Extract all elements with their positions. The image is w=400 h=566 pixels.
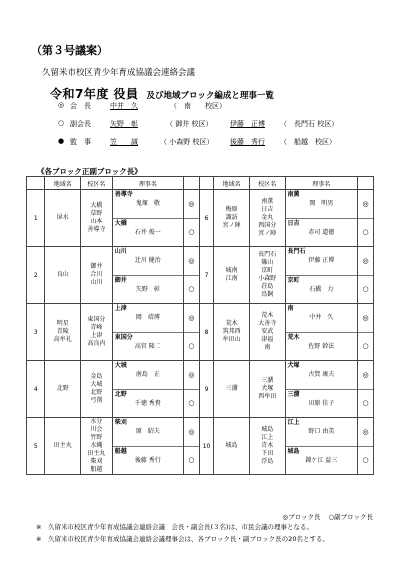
- role-mark: ◎: [188, 370, 195, 379]
- block-number: 1: [27, 190, 45, 247]
- director-entry: [286, 218, 358, 247]
- director-entry: [286, 304, 358, 332]
- school-name: 上津: [90, 332, 103, 339]
- school-name: 荘島: [261, 283, 274, 290]
- table-row: [27, 361, 374, 418]
- director-entry: [286, 190, 358, 218]
- school-name: 青峰: [90, 324, 103, 331]
- school-list: [249, 304, 285, 361]
- role-mark: ○: [358, 332, 373, 361]
- role-mark: ◎: [362, 370, 369, 379]
- school-name: 竹野: [90, 434, 103, 441]
- role-mark: ○: [184, 275, 199, 304]
- director-school: 長門石: [287, 248, 306, 255]
- role-mark: ◎: [188, 199, 195, 208]
- school-list: [249, 418, 285, 475]
- officer-name: 笠 誠: [110, 138, 138, 146]
- school-name: 浮島: [261, 458, 274, 465]
- director-entry: [286, 389, 358, 418]
- role-mark: ○: [184, 446, 199, 475]
- mark-list: [358, 361, 373, 417]
- area-name: 屏水: [45, 190, 81, 247]
- director-entry: [113, 190, 183, 218]
- area-name: 明星 青陵 高牟礼: [45, 304, 81, 361]
- document-label: （第３号議案）: [31, 44, 108, 57]
- director-name: 野口 由美: [308, 428, 335, 435]
- school-name: 川会: [90, 426, 103, 433]
- school-name: 水縄: [90, 442, 103, 449]
- mark-cell: [358, 190, 374, 247]
- director-entry: [286, 275, 358, 304]
- director-name: 千徳 秀貴: [134, 399, 161, 407]
- mark-list: [358, 418, 373, 474]
- mark-list: [184, 190, 199, 246]
- director-list: [113, 190, 183, 246]
- director-school: 犬塚: [287, 362, 300, 369]
- director-cell: [112, 361, 183, 418]
- table-row: [27, 418, 374, 475]
- block-rows: [27, 190, 374, 475]
- mark-cell: [358, 361, 374, 418]
- mark-list: [184, 247, 199, 303]
- header-mark: [183, 177, 199, 190]
- director-cell: [112, 247, 183, 304]
- school-name: 小森野: [258, 275, 277, 282]
- officer-name-2: 伊藤 正博: [230, 120, 265, 128]
- mark-cell: [183, 418, 199, 475]
- school-name: 青木: [261, 442, 274, 449]
- director-school: 荒木: [287, 333, 300, 341]
- block-number: 6: [199, 190, 214, 247]
- mark-cell: [358, 304, 374, 361]
- director-cell: [285, 304, 358, 361]
- school-name: 善導寺: [87, 226, 106, 233]
- director-list: [286, 304, 358, 360]
- role-mark: ◎: [362, 427, 369, 436]
- director-list: [286, 190, 358, 246]
- school-name: 金島: [90, 373, 103, 380]
- block-number: 2: [27, 247, 45, 304]
- area-name: 城南 江南: [214, 247, 250, 304]
- school-name: 水分: [90, 418, 103, 425]
- director-name: 石橋 力: [309, 285, 334, 293]
- header-area: 地域名: [214, 177, 250, 190]
- school-name: 柴刈: [90, 458, 103, 465]
- director-school: 日吉: [287, 219, 300, 227]
- director-entry: [113, 332, 183, 361]
- role-mark: ◎: [362, 256, 369, 265]
- school-name: 南薫: [261, 198, 274, 205]
- director-school: 上津: [114, 305, 127, 312]
- director-entry: [113, 418, 183, 446]
- area-name: 梅原 諏訪 宮ノ陣: [214, 190, 250, 247]
- director-name: 矢野 彰: [135, 285, 160, 293]
- director-cell: [112, 190, 183, 247]
- table-row: [27, 304, 374, 361]
- role-mark: ◎: [188, 313, 195, 322]
- legend-vice-leader: ○副ブロック長: [328, 513, 373, 521]
- director-school: 城島: [287, 447, 300, 455]
- school-list: [81, 304, 113, 361]
- school-name: 荒木: [261, 312, 274, 319]
- director-list: [113, 361, 183, 417]
- block-number: 5: [27, 418, 45, 475]
- school-name: 合川: [90, 271, 103, 278]
- school-name: 山本: [90, 218, 103, 225]
- area-name: 良山: [45, 247, 81, 304]
- legend: [274, 512, 373, 521]
- school-name: 安武: [261, 328, 274, 335]
- mark-list: [358, 190, 373, 246]
- school-name: 金丸: [261, 214, 274, 221]
- director-cell: [285, 247, 358, 304]
- director-school: 御井: [114, 276, 127, 284]
- table-row: [27, 247, 374, 304]
- director-school: 山川: [114, 248, 127, 255]
- legend-block-leader: ◎ブロック長: [282, 513, 321, 521]
- school-name: 御井: [90, 263, 103, 270]
- header-mark: [358, 177, 374, 190]
- mark-list: [358, 304, 373, 360]
- role-mark: ◎: [188, 256, 195, 265]
- director-cell: [285, 190, 358, 247]
- director-name: 中井 久: [309, 314, 334, 321]
- mark-cell: [183, 304, 199, 361]
- officer-school: （ 御井 校区）: [166, 120, 213, 128]
- director-name: 伊藤 正博: [308, 257, 335, 264]
- block-number: 4: [27, 361, 45, 418]
- director-list: [286, 247, 358, 303]
- header-director: 理事名: [112, 177, 183, 190]
- school-name: 東国分: [87, 316, 106, 323]
- director-entry: [113, 389, 183, 418]
- section-title: 《各ブロック正副ブロック長》: [37, 167, 142, 176]
- role-mark: ○: [358, 275, 373, 304]
- director-entry: [286, 361, 358, 389]
- officer-school-2: （ 船越 校区）: [280, 138, 336, 146]
- director-list: [286, 361, 358, 417]
- director-name: 後藤 秀行: [134, 456, 161, 464]
- school-name: 大善寺: [258, 320, 277, 327]
- block-number: 9: [199, 361, 214, 418]
- area-name: 城島: [214, 418, 250, 475]
- mark-list: [358, 247, 373, 303]
- role-mark: ○: [358, 446, 373, 475]
- school-name: 長門石: [258, 251, 277, 258]
- school-list: [81, 418, 113, 475]
- block-number: 10: [199, 418, 214, 475]
- director-school: 三潴: [287, 390, 300, 398]
- header-school: 校区名: [81, 177, 113, 190]
- director-school: 大橋: [114, 219, 127, 227]
- title-text: 令和7年度 役員: [50, 87, 139, 101]
- school-name: 北野: [90, 389, 103, 396]
- school-name: 鳥飼: [261, 291, 274, 298]
- director-school: 江上: [287, 419, 300, 426]
- director-cell: [285, 418, 358, 475]
- director-name: 岡 靖博: [135, 314, 160, 321]
- school-name: 日吉: [261, 206, 274, 213]
- director-entry: [286, 247, 358, 275]
- officer-role: 監 事: [70, 138, 91, 146]
- director-name: 佐野 幹法: [308, 342, 335, 350]
- director-entry: [286, 446, 358, 475]
- officer-symbol: ○: [58, 119, 65, 127]
- mark-list: [184, 418, 199, 474]
- officer-name-2: 後藤 秀行: [230, 138, 265, 146]
- school-name: 宮ノ陣: [258, 230, 277, 237]
- header-no: [199, 177, 214, 190]
- officer-school-2: （ 長門石 校区）: [280, 120, 339, 128]
- block-number: 8: [199, 304, 214, 361]
- director-name: 鐘ケ江 益三: [305, 456, 338, 464]
- school-name: 大城: [90, 381, 103, 388]
- school-name: 犬塚: [261, 385, 274, 392]
- council-name: 久留米市校区青少年育成協議会連絡会議: [42, 68, 196, 78]
- school-name: 津福: [261, 336, 274, 343]
- director-school: 大城: [114, 362, 127, 369]
- role-mark: ○: [358, 218, 373, 247]
- director-entry: [113, 247, 183, 275]
- footnote: ※ 久留米市校区青少年育成協議会連絡会議 会長・副会長(３名)は、市民会議の理事となる。: [36, 523, 314, 531]
- officer-role: 会 長: [70, 102, 91, 110]
- mark-list: [184, 304, 199, 360]
- role-mark: ◎: [362, 199, 369, 208]
- school-list: [81, 361, 113, 418]
- school-name: 弓削: [90, 397, 103, 404]
- director-school: 善導寺: [114, 191, 133, 198]
- school-name: 西牟田: [258, 393, 277, 400]
- officer-school: （ 南 校区）: [170, 102, 226, 110]
- school-list: [249, 190, 285, 247]
- director-school: 南薫: [287, 191, 300, 198]
- school-list: [249, 361, 285, 418]
- school-name: 田主丸: [87, 450, 106, 457]
- director-name: 南島 正: [135, 371, 160, 378]
- director-entry: [113, 275, 183, 304]
- director-name: 石井 俊一: [134, 228, 161, 236]
- school-name: 京町: [261, 267, 274, 274]
- director-name: 高官 隆二: [134, 342, 161, 350]
- table-header-row: [27, 177, 374, 190]
- officer-school: （ 小森野 校区）: [160, 138, 214, 146]
- director-list: [113, 247, 183, 303]
- mark-cell: [358, 418, 374, 475]
- director-entry: [113, 446, 183, 475]
- area-name: 荒木 筑邦西 牟田山: [214, 304, 250, 361]
- director-cell: [112, 304, 183, 361]
- director-school: 船越: [114, 447, 127, 455]
- officer-name: 中井 久: [110, 102, 138, 110]
- school-name: 草野: [90, 210, 103, 217]
- director-name: 岡 明男: [309, 200, 334, 207]
- director-school: 北野: [114, 390, 127, 398]
- block-number: 3: [27, 304, 45, 361]
- header-area: 地域名: [45, 177, 81, 190]
- area-name: 北野: [45, 361, 81, 418]
- director-name: 鬼塚 敬: [135, 200, 160, 207]
- school-name: 南: [264, 344, 271, 351]
- school-name: 西国分: [258, 222, 277, 229]
- director-name: 田原 佳子: [308, 399, 335, 407]
- director-cell: [285, 361, 358, 418]
- school-name: 大橋: [90, 202, 103, 209]
- school-name: 船越: [90, 466, 103, 473]
- role-mark: ◎: [362, 313, 369, 322]
- mark-list: [184, 361, 199, 417]
- block-table: [26, 176, 374, 475]
- mark-cell: [183, 247, 199, 304]
- school-name: 三潴: [261, 377, 274, 384]
- header-no: [27, 177, 45, 190]
- officer-role: 副会長: [70, 120, 91, 128]
- director-entry: [286, 332, 358, 361]
- role-mark: ○: [184, 389, 199, 418]
- officer-name: 矢野 彰: [110, 120, 138, 128]
- director-school: 南: [287, 305, 294, 312]
- director-list: [113, 418, 183, 474]
- school-list: [81, 247, 113, 304]
- role-mark: ○: [184, 218, 199, 247]
- page-title: [50, 83, 274, 102]
- officer-symbol: ◎: [58, 101, 65, 109]
- director-name: 赤司 道徳: [308, 228, 335, 236]
- director-entry: [113, 361, 183, 389]
- header-school: 校区名: [249, 177, 285, 190]
- role-mark: ○: [184, 332, 199, 361]
- director-cell: [112, 418, 183, 475]
- school-name: 江上: [261, 434, 274, 441]
- director-list: [286, 418, 358, 474]
- school-name: 城島: [261, 426, 274, 433]
- role-mark: ◎: [188, 427, 195, 436]
- director-entry: [286, 418, 358, 446]
- school-name: 篠山: [261, 259, 274, 266]
- officer-symbol: ●: [58, 137, 65, 145]
- director-school: 東国分: [114, 333, 133, 341]
- school-list: [249, 247, 285, 304]
- director-name: 辻川 健治: [134, 257, 161, 264]
- mark-cell: [358, 247, 374, 304]
- director-school: 柴刈: [114, 419, 127, 426]
- director-list: [113, 304, 183, 360]
- school-name: 下田: [261, 450, 274, 457]
- area-name: 三潴: [214, 361, 250, 418]
- role-mark: ○: [358, 389, 373, 418]
- subtitle-text: 及び地域ブロック編成と理事一覧: [146, 91, 274, 101]
- mark-cell: [183, 190, 199, 247]
- school-name: 山川: [90, 279, 103, 286]
- director-name: 古賀 康夫: [308, 371, 335, 378]
- school-name: 高良内: [87, 340, 106, 347]
- school-list: [81, 190, 113, 247]
- area-name: 田主丸: [45, 418, 81, 475]
- director-name: 原 昭夫: [135, 428, 160, 435]
- director-entry: [113, 304, 183, 332]
- director-school: 京町: [287, 276, 300, 284]
- mark-cell: [183, 361, 199, 418]
- table-row: [27, 190, 374, 247]
- block-number: 7: [199, 247, 214, 304]
- footnote: ※ 久留米市校区青少年育成協議会連絡会議理事会は、各ブロック長・副ブロック長の20名とする。: [36, 535, 329, 543]
- director-entry: [113, 218, 183, 247]
- header-director: 理事名: [285, 177, 358, 190]
